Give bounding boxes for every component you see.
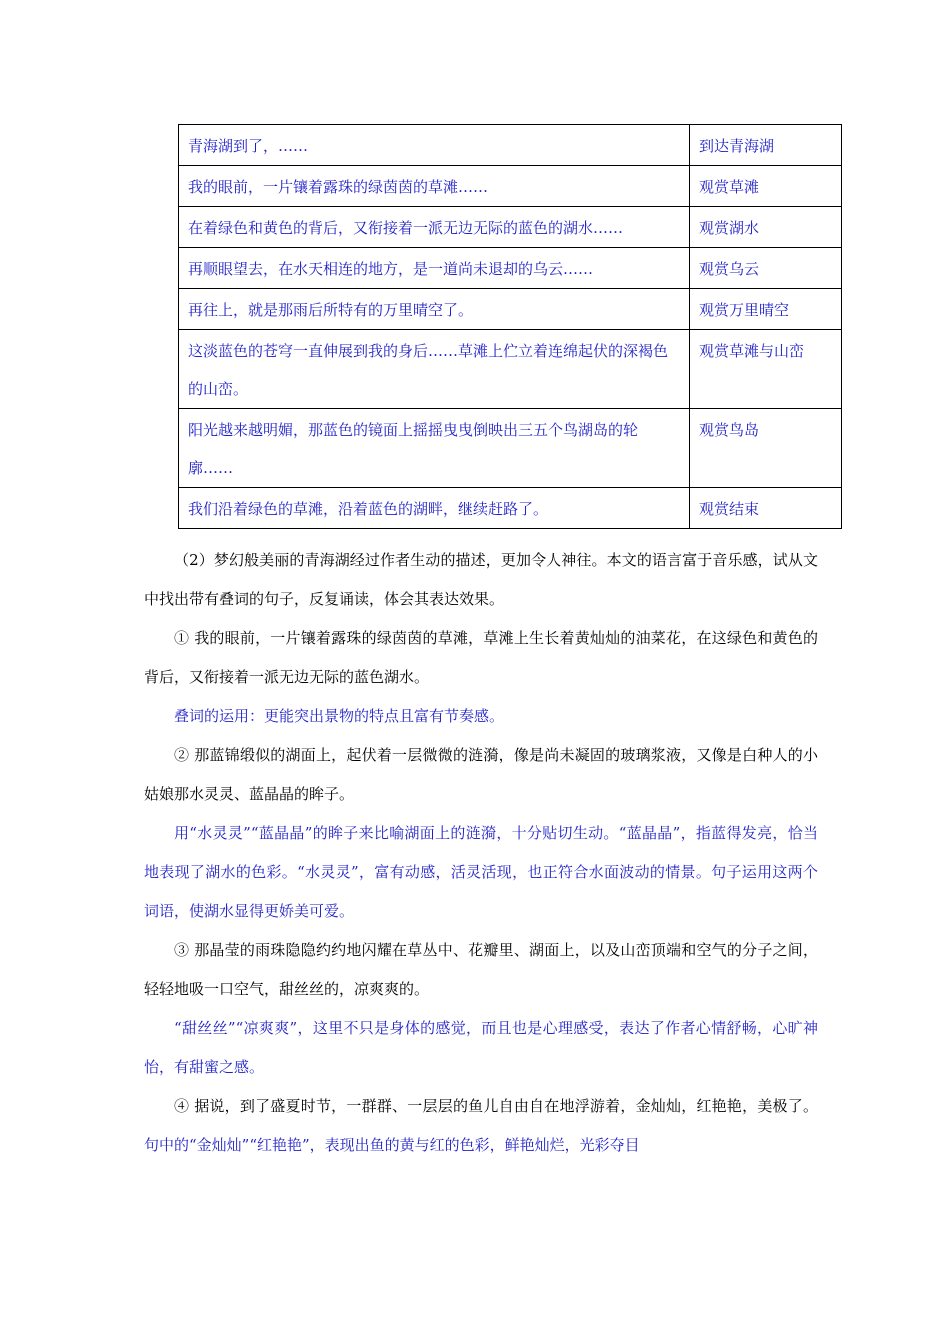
- table-cell-label: 观赏鸟岛: [690, 409, 842, 488]
- table-row: [179, 409, 842, 488]
- table-cell-text: 再顺眼望去，在水天相连的地方，是一道尚未退却的乌云……: [179, 248, 690, 289]
- table-row: [179, 330, 842, 409]
- answer-4: 句中的“金灿灿”“红艳艳”，表现出鱼的黄与红的色彩，鲜艳灿烂，光彩夺目: [144, 1136, 640, 1154]
- table-cell-label: 观赏草滩与山峦: [690, 330, 842, 409]
- table-row: [179, 166, 842, 207]
- table-row: [179, 125, 842, 166]
- table-row: [179, 207, 842, 248]
- table-row: [179, 248, 842, 289]
- example-sentence-1: ① 我的眼前，一片镶着露珠的绿茵茵的草滩，草滩上生长着黄灿灿的油菜花，在这绿色和黄色的背后，又衔接着一派无边无际的蓝色湖水。: [144, 629, 818, 686]
- table-cell-label: 观赏结束: [690, 488, 842, 529]
- answer-3: “甜丝丝”“凉爽爽”，这里不只是身体的感觉，而且也是心理感受，表达了作者心情舒畅，心旷神怡，有甜蜜之感。: [144, 1019, 818, 1076]
- table-cell-text: 我们沿着绿色的草滩，沿着蓝色的湖畔，继续赶路了。: [179, 488, 690, 529]
- outline-table: [178, 124, 842, 529]
- table-cell-label: 观赏湖水: [690, 207, 842, 248]
- table-cell-text: 在着绿色和黄色的背后，又衔接着一派无边无际的蓝色的湖水……: [179, 207, 690, 248]
- answer-1: 叠词的运用：更能突出景物的特点且富有节奏感。: [174, 707, 505, 725]
- table-cell-text: 我的眼前，一片镶着露珠的绿茵茵的草滩……: [179, 166, 690, 207]
- example-sentence-3: ③ 那晶莹的雨珠隐隐约约地闪耀在草丛中、花瓣里、湖面上，以及山峦顶端和空气的分子之间，轻轻地吸一口空气，甜丝丝的，凉爽爽的。: [144, 941, 818, 998]
- table-cell-label: 观赏草滩: [690, 166, 842, 207]
- table-cell-label: 观赏万里晴空: [690, 289, 842, 330]
- answer-2: 用“水灵灵”“蓝晶晶”的眸子来比喻湖面上的涟漪，十分贴切生动。“蓝晶晶”，指蓝得发亮，恰当地表现了湖水的色彩。“水灵灵”，富有动感，活灵活现，也正符合水面波动的情景。句子运用这两个词语，使湖水显得更娇美可爱。: [144, 824, 818, 920]
- example-sentence-4: [144, 1087, 818, 1165]
- question-prompt: （2）梦幻般美丽的青海湖经过作者生动的描述，更加令人神往。本文的语言富于音乐感，试从文中找出带有叠词的句子，反复诵读，体会其表达效果。: [144, 551, 818, 608]
- table-cell-text: 这淡蓝色的苍穹一直伸展到我的身后……草滩上伫立着连绵起伏的深褐色的山峦。: [179, 330, 690, 409]
- table-row: [179, 488, 842, 529]
- example-sentence-2: ② 那蓝锦缎似的湖面上，起伏着一层微微的涟漪，像是尚未凝固的玻璃浆液，又像是白种人的小姑娘那水灵灵、蓝晶晶的眸子。: [144, 746, 818, 803]
- table-cell-text: 再往上，就是那雨后所特有的万里晴空了。: [179, 289, 690, 330]
- table-cell-label: 到达青海湖: [690, 125, 842, 166]
- question-section: [144, 541, 818, 1165]
- table-cell-label: 观赏乌云: [690, 248, 842, 289]
- example-sentence-4-text: ④ 据说，到了盛夏时节，一群群、一层层的鱼儿自由自在地浮游着，金灿灿，红艳艳，美极了。: [174, 1097, 818, 1115]
- table-cell-text: 青海湖到了，……: [179, 125, 690, 166]
- table-row: [179, 289, 842, 330]
- table-cell-text: 阳光越来越明媚，那蓝色的镜面上摇摇曳曳倒映出三五个鸟湖岛的轮廓……: [179, 409, 690, 488]
